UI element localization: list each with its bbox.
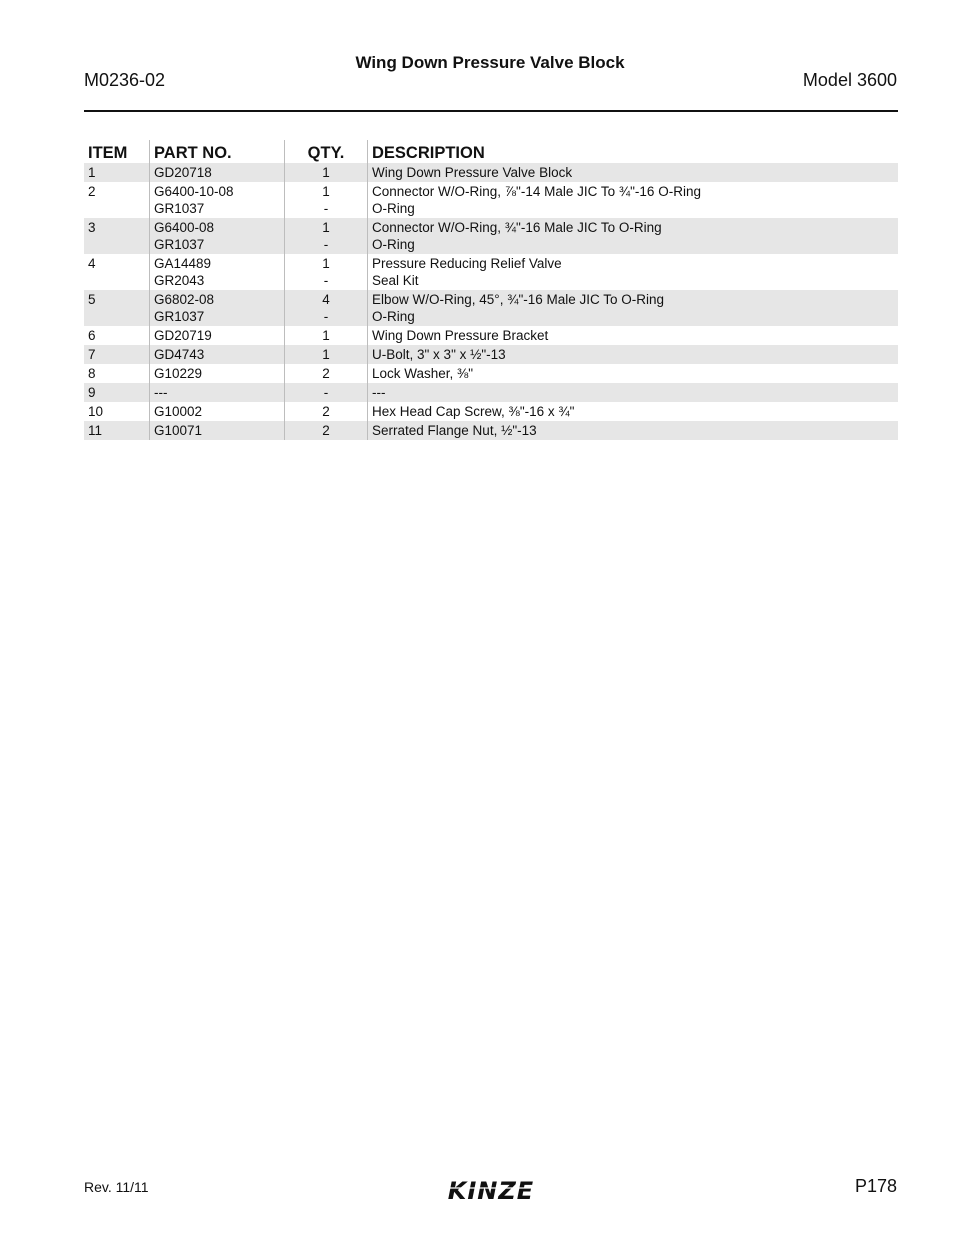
kinze-logo-text: KINZE (447, 1177, 535, 1204)
table-row (84, 182, 898, 218)
table-row (84, 383, 898, 402)
part-no-cell-line: GR1037 (154, 201, 205, 216)
revision-label: Rev. 11/11 (84, 1179, 149, 1195)
description-cell-line: Serrated Flange Nut, ½"-13 (372, 423, 537, 438)
description-cell-line: Pressure Reducing Relief Valve (372, 256, 562, 271)
part-no-cell (150, 182, 285, 218)
qty-cell (285, 421, 368, 440)
qty-cell-line: - (323, 309, 329, 324)
item-cell: 9 (84, 383, 150, 402)
column-header-description: DESCRIPTION (368, 140, 899, 163)
table-row (84, 364, 898, 383)
item-cell: 7 (84, 345, 150, 364)
table-header-row (84, 140, 898, 163)
part-no-cell (150, 345, 285, 364)
table-row (84, 163, 898, 182)
description-cell-line: Wing Down Pressure Valve Block (372, 165, 573, 180)
part-no-cell (150, 364, 285, 383)
description-cell (368, 364, 899, 383)
qty-cell-line: 2 (322, 366, 330, 381)
part-no-cell (150, 163, 285, 182)
column-header-item: ITEM (88, 144, 128, 162)
part-no-cell (150, 326, 285, 345)
part-no-cell-line: G10002 (154, 404, 203, 419)
item-cell: 6 (88, 328, 96, 343)
qty-cell-line: 1 (322, 184, 330, 199)
part-no-cell-line: G10229 (154, 366, 203, 381)
description-cell (368, 345, 899, 364)
column-header-part-no: PART NO. (150, 140, 285, 163)
qty-cell (285, 383, 368, 402)
item-cell: 11 (84, 421, 150, 440)
parts-table-body (84, 163, 898, 440)
description-cell (368, 218, 899, 254)
qty-cell-line: 1 (322, 165, 330, 180)
qty-cell-line: - (323, 273, 329, 288)
part-no-cell (150, 290, 285, 326)
qty-cell (285, 402, 368, 421)
kinze-logo (431, 1176, 551, 1204)
qty-cell (285, 163, 368, 182)
qty-cell-line: 4 (322, 292, 330, 307)
part-no-cell-line: GA14489 (154, 256, 212, 271)
qty-cell-line: 1 (322, 328, 330, 343)
table-row (84, 326, 898, 345)
description-cell (368, 421, 899, 440)
table-row (84, 421, 898, 440)
description-cell (368, 254, 899, 290)
description-cell-line: Connector W/O-Ring, ⅞"-14 Male JIC To ¾"-16 O-Ring (372, 184, 701, 199)
qty-cell (285, 218, 368, 254)
description-cell-line: U-Bolt, 3" x 3" x ½"-13 (372, 347, 506, 362)
item-cell: 8 (88, 366, 96, 381)
description-cell (368, 290, 899, 326)
description-cell-line: --- (372, 385, 386, 400)
qty-cell-line: 2 (322, 404, 330, 419)
qty-cell-line: - (323, 385, 329, 400)
item-cell: 1 (84, 163, 150, 182)
qty-cell (285, 345, 368, 364)
table-row (84, 290, 898, 326)
description-cell-line: O-Ring (372, 201, 415, 216)
table-row (84, 402, 898, 421)
description-cell (368, 383, 899, 402)
part-no-cell-line: G10071 (154, 423, 203, 438)
table-row (84, 254, 898, 290)
description-cell (368, 326, 899, 345)
description-cell (368, 402, 899, 421)
qty-cell-line: 1 (322, 220, 330, 235)
page-number: P178 (854, 1176, 897, 1196)
part-no-cell-line: GD4743 (154, 347, 205, 362)
parts-table (84, 140, 898, 440)
part-no-cell (150, 218, 285, 254)
table-row (84, 345, 898, 364)
description-cell-line: O-Ring (372, 237, 415, 252)
part-no-cell-line: G6400-08 (154, 220, 215, 235)
qty-cell-line: - (323, 201, 329, 216)
description-cell-line: Elbow W/O-Ring, 45°, ¾"-16 Male JIC To O-Ring (372, 292, 665, 307)
part-no-cell (150, 402, 285, 421)
qty-cell (285, 182, 368, 218)
part-no-cell-line: GR2043 (154, 273, 205, 288)
qty-cell-line: - (323, 237, 329, 252)
column-header-qty: QTY. (285, 140, 368, 163)
description-cell-line: Seal Kit (372, 273, 419, 288)
description-cell-line: Connector W/O-Ring, ¾"-16 Male JIC To O-Ring (372, 220, 662, 235)
part-no-cell (150, 421, 285, 440)
part-no-cell-line: GD20718 (154, 165, 212, 180)
description-cell (368, 182, 899, 218)
item-cell: 2 (88, 184, 96, 199)
qty-cell-line: 1 (322, 347, 330, 362)
item-cell: 3 (84, 218, 150, 254)
model-label: Model 3600 (802, 70, 897, 90)
description-cell (368, 163, 899, 182)
qty-cell-line: 1 (322, 256, 330, 271)
header-divider (84, 110, 898, 112)
part-no-cell-line: G6400-10-08 (154, 184, 234, 199)
part-no-cell (150, 254, 285, 290)
item-cell: 10 (88, 404, 104, 419)
part-no-cell (150, 383, 285, 402)
description-cell-line: O-Ring (372, 309, 415, 324)
description-cell-line: Hex Head Cap Screw, ⅜"-16 x ¾" (372, 404, 575, 419)
part-no-cell-line: G6802-08 (154, 292, 215, 307)
item-cell: 5 (84, 290, 150, 326)
part-no-cell-line: GR1037 (154, 237, 205, 252)
item-cell: 4 (88, 256, 96, 271)
qty-cell (285, 290, 368, 326)
description-cell-line: Lock Washer, ⅜" (372, 366, 474, 381)
part-no-cell-line: GD20719 (154, 328, 212, 343)
part-no-cell-line: --- (154, 385, 168, 400)
qty-cell (285, 326, 368, 345)
description-cell-line: Wing Down Pressure Bracket (372, 328, 549, 343)
qty-cell-line: 2 (322, 423, 330, 438)
table-row (84, 218, 898, 254)
document-number: M0236-02 (84, 70, 166, 90)
qty-cell (285, 254, 368, 290)
qty-cell (285, 364, 368, 383)
page-title: Wing Down Pressure Valve Block (355, 53, 625, 72)
part-no-cell-line: GR1037 (154, 309, 205, 324)
